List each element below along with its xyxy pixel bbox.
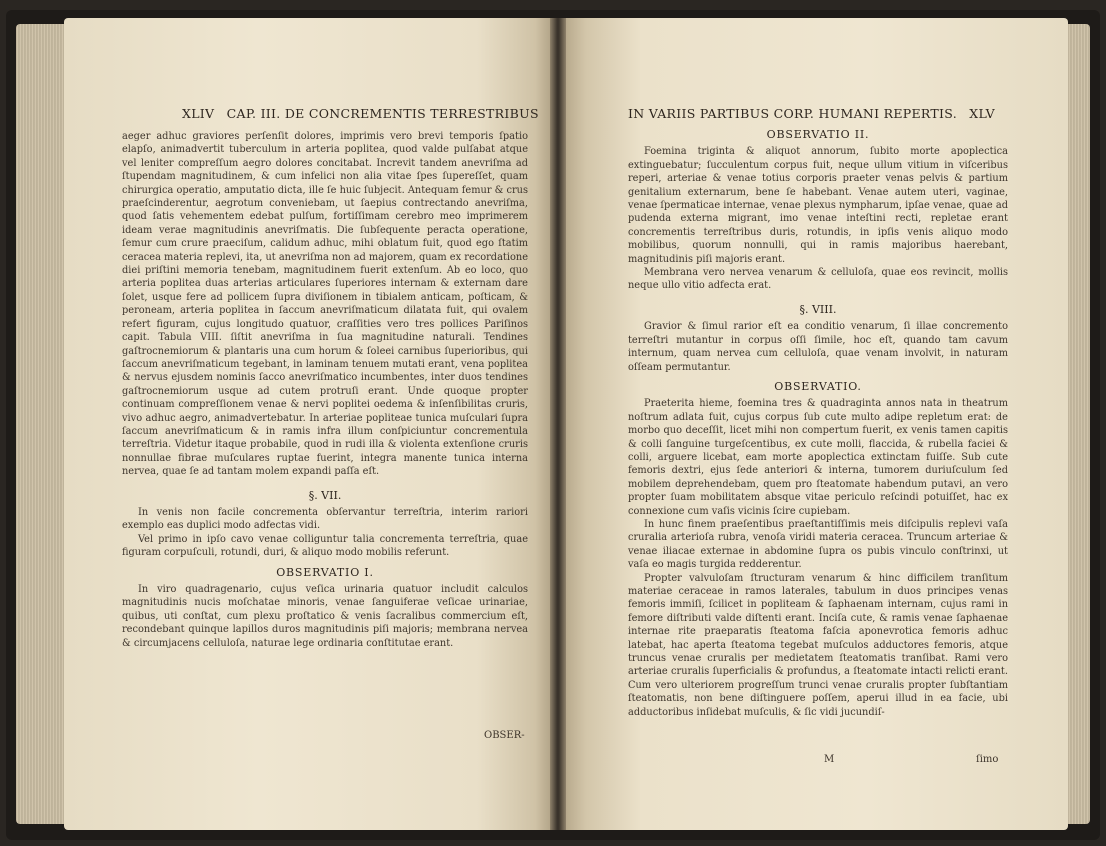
right-head-title: IN VARIIS PARTIBUS CORP. HUMANI REPERTIS. [628,106,957,121]
left-body [122,130,528,650]
left-paragraph-1: aeger adhuc graviores perſenſit dolores, imprimis vero brevi temporis ſpatio elapſo, animadvertit tuberculum in arteria poplitea, quod valde pulſabat atque vel leniter compreſſum aegro dolores concitabat. Increvit tandem anevriſma ad ſtupendam magnitudinem, & cum infelici non alia vitae ſpes ſupereſſet, quam chirurgica operatio, amputatio dicta, ille ſe huic ſubjecit. Antequam femur & crus praeſcinderentur, aegrotum conveniebam, ut ſaepius contrectando anevriſma, quod ſatis vehementem edebat pulſum, fortiſſimam cerebro meo imprimerem ideam verae magnitudinis anevriſmatis. Die ſubſequente peracta operatione, ſemur cum crure praeciſum, calidum adhuc, mihi oblatum fuit, quod ego ſtatim ceracea materia replevi, ita, ut anevriſma non ad majorem, quam ex recordatione diei priſtini memoria tenebam, magnitudinem fuerit extenſum. Ab eo loco, quo arteria poplitea duas arterias articulares ſuperiores internam & externam dare ſolet, usque fere ad pollicem ſupra diviſionem in tibialem anticam, poſticam, & peroneam, arteria poplitea in ſaccum anevriſmaticum dilatata fuit, qui ovalem refert figuram, cujus longitudo quatuor, craſſities vero tres pollices Pariſinos capit. Tabula VIII. ſiſtit anevriſma in ſua magnitudine naturali. Tendines gaſtrocnemiorum & plantaris una cum horum & ſoleei carnibus ſuperioribus, qui ſaccum anevriſmaticum tegebant, in laminam tenuem mutati erant, vena poplitea & nervus ejusdem nominis ſacco anevriſmatico incumbentes, inter duos tendines gaſtrocnemiorum usque ad cutem protruſi erant. Unde quoque propter continuam compreſſionem venae & nervi poplitei oedema & inſenſibilitas cruris, vivo adhuc aegro, animadvertebatur. In arteriae popliteae tunica muſculari ſupra ſaccum anevriſmaticum & in ramis infra illum conſpiciuntur concrementula terreſtria. Videtur itaque probabile, quod in rudi illa & violenta extenſione cruris nonnullae fibrae muſculares ruptae fuerint, integra manente tunica interna nervea, quae ſe ad tantam molem expandi paſſa eſt. [122,131,528,478]
section-viii-heading: §. VIII. [799,302,837,316]
book-spread [6,10,1100,840]
observatio-heading: OBSERVATIO. [774,379,862,393]
signature-mark: M [824,754,835,765]
right-paragraph-4: Praeterita hieme, foemina tres & quadraginta annos nata in theatrum noſtrum adlata fuit, cujus corpus ſub cute multo adipe repletum erat: de morbo quo deceſſit, licet mihi non compertum fuerit, ex venis tamen capitis & colli ſanguine turgeſcentibus, ex cute molli, flaccida, & rubella faciei & colli, arguere licebat, eam morte apoplectica extinctam fuiſſe. Sub cute femoris dextri, ejus ſede anteriori & interna, tumorem duriuſculum ſed mobilem deprehendebam, quem pro ſteatomate habendum putavi, an vero propter ſuam mobilitatem absque vitae periculo reſcindi potuiſſet, hac ex connexione cum vaſis vicinis ſcire cupiebam. [628,398,1008,517]
left-page [64,18,550,830]
left-paragraph-2: In venis non facile concrementa obſervantur terreſtria, interim rariori exemplo eas duplici modo adfectas vidi. [122,506,528,532]
left-head-title: CAP. III. DE CONCREMENTIS TERRESTRIBUS [226,106,539,121]
right-paragraph-5: In hunc finem praeſentibus praeſtantiſſimis meis diſcipulis replevi vaſa cruralia arterioſa rubra, venoſa viridi materia ceracea. Truncum arteriae & venae iliacae externae in abdomine ſupra os pubis vinculo conſtrinxi, ut vaſa eo magis turgida redderentur. [628,518,1008,571]
book-gutter [550,18,566,830]
left-page-edges [16,24,66,824]
right-paragraph-1: Foemina triginta & aliquot annorum, ſubito morte apoplectica extinguebatur; ſucculentum corpus fuit, neque ullum vitium in viſceribus reperi, arteriae & venae totius corporis praeter venas pelvis & partium genitalium externarum, bene ſe habebant. Venae autem uteri, vaginae, venae ſpermaticae internae, venae plexus nympharum, ipſae venae, quae ad pudenda externa migrant, imo venae inteſtini recti, repletae erant concrementis terreſtribus duris, rotundis, in ipſis venis aliquo modo mobilibus, quorum nonnulli, qui in ramis majoribus haerebant, magnitudinis piſi majoris erant. [628,146,1008,265]
left-running-head [182,106,539,121]
right-page-number: XLV [969,106,995,121]
right-catchword: ſimo [976,754,999,765]
right-body [628,128,1008,719]
left-paragraph-4: In viro quadragenario, cujus veſica urinaria quatuor includit calculos magnitudinis nucis moſchatae minoris, venae ſanguiferae veſicae urinariae, quibus, uti conſtat, cum plexu proſtatico & venis ſacralibus commercium eſt, recondebant quinque lapillos duros magnitudinis piſi majoris; membrana nervea & circumjacens celluloſa, naturae lege ordinaria conſtitutae erant. [122,584,528,649]
left-paragraph-3: Vel primo in ipſo cavo venae colliguntur talia concrementa terreſtria, quae figuram corpuſculi, rotundi, duri, & aliquo modo mobilis referunt. [122,533,528,559]
left-page-number: XLIV [182,106,215,121]
right-paragraph-3: Gravior & ſimul rarior eſt ea conditio venarum, ſi illae concremento terreſtri mutantur in corpus oſſi ſimile, hoc eſt, quando tam cavum internum, quam nervea cum celluloſa, quae venam involvit, in naturam oſſeam permutantur. [628,321,1008,373]
left-catchword: OBSER- [484,730,525,741]
right-paragraph-2: Membrana vero nervea venarum & celluloſa, quae eos revincit, mollis neque ullo vitio adfecta erat. [628,267,1008,292]
right-page [566,18,1068,830]
right-running-head [628,106,995,121]
right-paragraph-6: Propter valvuloſam ſtructuram venarum & hinc difficilem tranſitum materiae ceraceae in ramos laterales, tabulum in duos principes venas femoris immiſi, ſcilicet in popliteam & ſaphaenam internam, cujus rami in femore diſtributi valde diſtenti erant. Inciſa cute, & ramis venae ſaphaenae internae rite praeparatis ſteatoma faſcia aponevrotica femoris adhuc latebat, hac aperta ſteatoma tegebat muſculos adductores femoris, atque truncus venae cruralis per medietatem ſteatomatis tranſibat. Rami vero arteriae cruralis ſuperficialis & profundus, a ſteatomate intacti relicti erant. Cum vero ulteriorem progreſſum trunci venae cruralis propter ſubſtantiam ſteatomatis, non bene diſtinguere poſſem, aperui illud in ea facie, ubi adductoribus inſidebat muſculis, & ſic vidi jucundiſ- [628,572,1008,718]
observatio-ii-heading: OBSERVATIO II. [766,128,870,141]
section-vii-heading: §. VII. [308,488,342,502]
observatio-i-heading: OBSERVATIO I. [276,565,374,579]
